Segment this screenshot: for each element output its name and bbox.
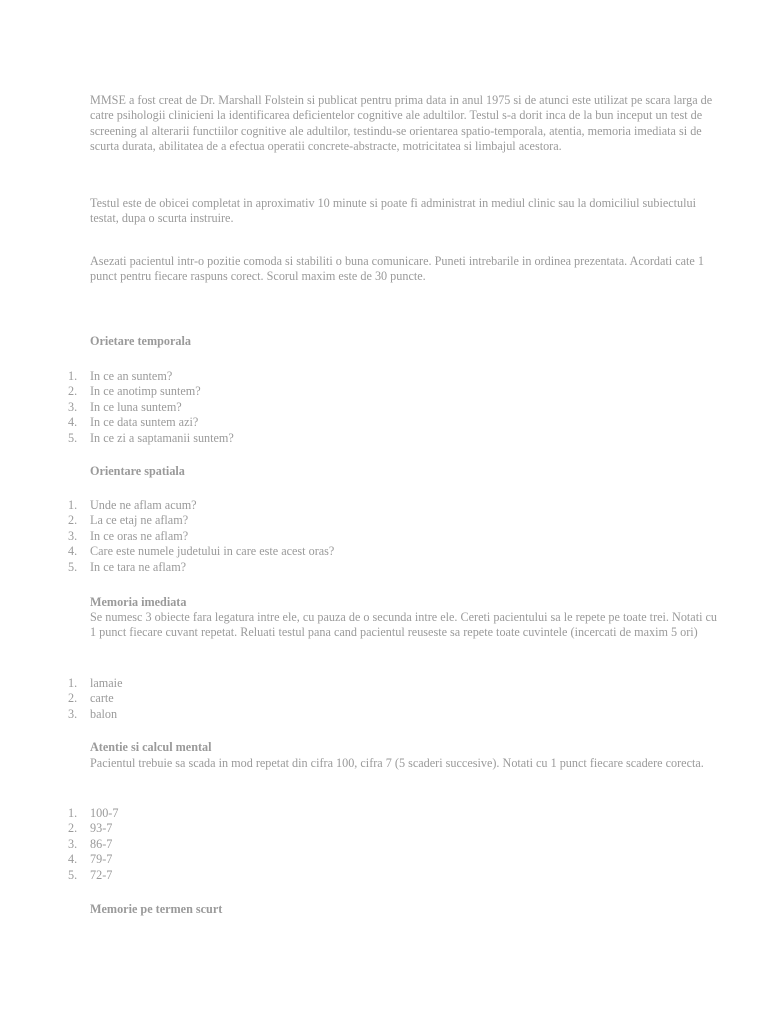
list-item-text: La ce etaj ne aflam? — [90, 513, 189, 528]
list-item-number: 4. — [68, 852, 78, 867]
list-item-text: 79-7 — [90, 852, 113, 867]
list-item-text: In ce tara ne aflam? — [90, 559, 187, 574]
atentie-calcul-instructions: Pacientul trebuie sa scada in mod repetat din cifra 100, cifra 7 (5 scaderi succesive). Notati cu 1 punct fiecare scadere corecta. — [90, 756, 704, 770]
list-item-text: 86-7 — [90, 836, 113, 851]
list-item-text: In ce oras ne aflam? — [90, 528, 189, 543]
list-item-number: 3. — [68, 399, 78, 414]
list-item-text: carte — [90, 691, 114, 706]
list-item-number: 2. — [68, 821, 78, 836]
list-item-number: 2. — [68, 384, 78, 399]
list-item-text: In ce luna suntem? — [90, 399, 182, 414]
list-item-number: 4. — [68, 415, 78, 430]
list-item-number: 3. — [68, 836, 78, 851]
list-item-number: 3. — [68, 528, 78, 543]
section-title-atentie-calcul: Atentie si calcul mental — [90, 740, 212, 754]
intro-paragraph-1: MMSE a fost creat de Dr. Marshall Folstein si publicat pentru prima data in anul 1975 si de atunci este utilizat pe scara larga de catre psihologii clinicieni la identificarea deficientelor cognitive ale adultilor. Testul s-a dorit inca de la bun inceput un test de screening al alterarii functiilor cognitive ale adultilor, testindu-se orientarea spatio-temporala, atentia, memoria imediata si de scurta durata, abilitatea de a efectua operatii concrete-abstracte, motricitatea si limbajul acestora. — [90, 93, 713, 154]
section-title-memorie-termen-scurt: Memorie pe termen scurt — [90, 902, 223, 916]
list-item-text: In ce zi a saptamanii suntem? — [90, 430, 234, 445]
list-item-text: balon — [90, 706, 118, 721]
intro-paragraph-2: Testul este de obicei completat in aproximativ 10 minute si poate fi administrat in mediul clinic sau la domiciliul subiectului testat, dupa o scurta instruire. — [90, 196, 697, 226]
list-item-number: 5. — [68, 430, 78, 445]
list-item-text: Care este numele judetului in care este acest oras? — [90, 544, 335, 559]
list-item-number: 1. — [68, 498, 78, 512]
list-item-number: 2. — [68, 513, 78, 528]
list-item-text: In ce anotimp suntem? — [90, 384, 201, 399]
list-item-number: 5. — [68, 867, 78, 882]
list-item-number: 5. — [68, 559, 78, 574]
memoria-imediata-instructions: Se numesc 3 obiecte fara legatura intre ele, cu pauza de o secunda intre ele. Cereti pacientului sa le repete pe toate trei. Notati cu 1 punct fiecare cuvant repetat. Reluati testul pana cand pacientul reuseste sa repete toate cuvintele (incercati de maxim 5 ori) — [90, 610, 718, 640]
list-item-number: 1. — [68, 806, 78, 820]
section-title-orientare-spatiala: Orientare spatiala — [90, 464, 185, 478]
list-item-text: 72-7 — [90, 867, 113, 882]
list-item-text: lamaie — [90, 676, 123, 690]
list-item-text: In ce an suntem? — [90, 369, 173, 383]
list-item-text: 93-7 — [90, 821, 113, 836]
list-item-number: 1. — [68, 369, 78, 383]
intro-paragraph-3: Asezati pacientul intr-o pozitie comoda si stabiliti o buna comunicare. Puneti intrebarile in ordinea prezentata. Acordati cate 1 punct pentru fiecare raspuns corect. Scorul maxim este de 30 puncte. — [90, 254, 704, 284]
list-item-text: In ce data suntem azi? — [90, 415, 199, 430]
list-item-number: 3. — [68, 706, 78, 721]
list-item-number: 2. — [68, 691, 78, 706]
section-title-memoria-imediata: Memoria imediata — [90, 595, 187, 609]
list-item-number: 4. — [68, 544, 78, 559]
section-title-orientare-temporala: Orietare temporala — [90, 334, 191, 348]
list-item-text: 100-7 — [90, 806, 119, 820]
list-item-number: 1. — [68, 676, 78, 690]
list-item-text: Unde ne aflam acum? — [90, 498, 197, 512]
